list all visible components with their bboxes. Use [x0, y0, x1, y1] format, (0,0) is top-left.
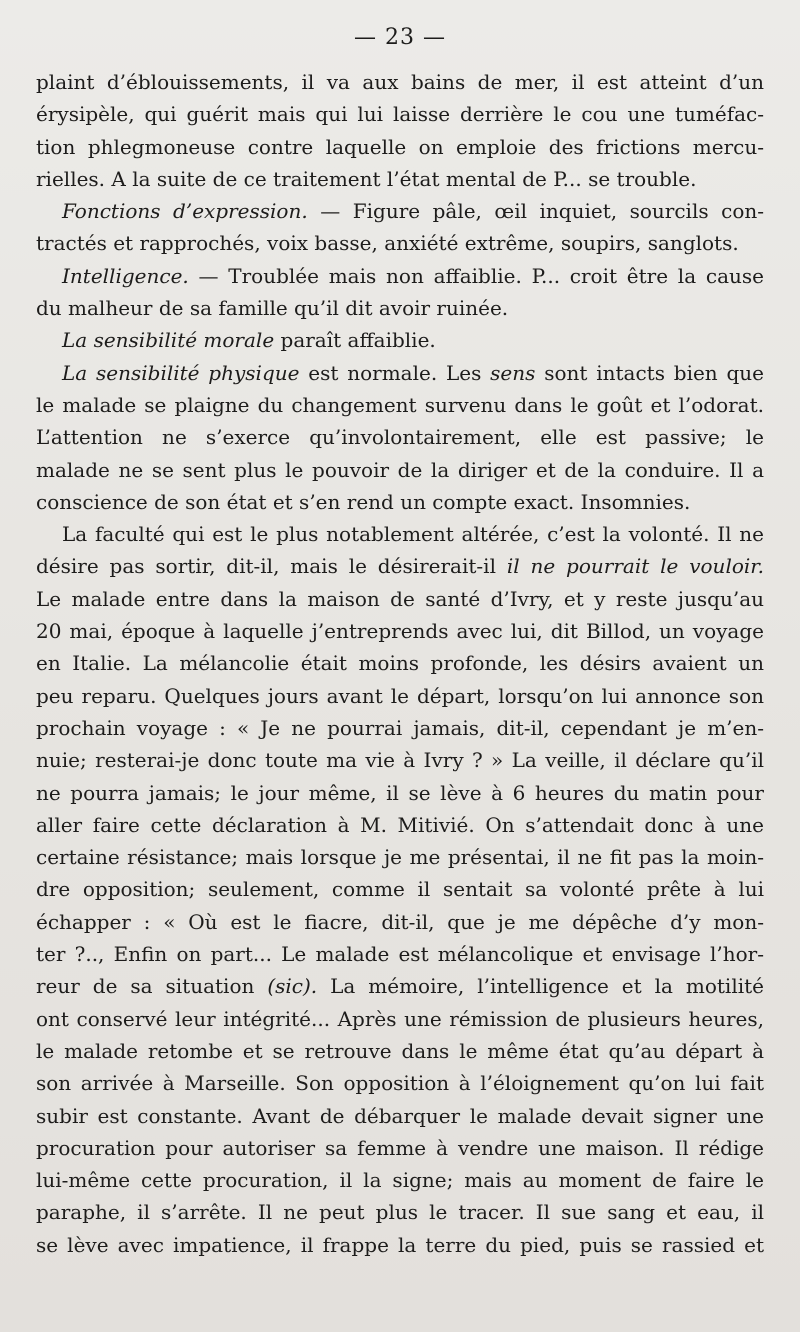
italic-text: Fonctions d’expression.: [62, 199, 308, 224]
text-segment: son arrivée à Marseille. Son opposition à l’éloignement qu’on lui fait: [36, 1071, 764, 1096]
text-segment: lui-même cette procuration, il la signe; mais au moment de faire le: [36, 1168, 764, 1193]
text-line: [36, 131, 764, 163]
text-line: [36, 1229, 764, 1261]
text-segment: malade ne se sent plus le pouvoir de la diriger et de la conduire. Il a: [36, 457, 764, 482]
text-segment: La mémoire, l’intelligence et la motilité: [317, 974, 764, 999]
text-line: [36, 227, 764, 259]
text-segment: plaint d’éblouissements, il va aux bains de mer, il est atteint d’un: [36, 70, 764, 94]
text-segment: procuration pour autoriser sa femme à vendre une maison. Il rédige: [36, 1135, 764, 1160]
text-segment: le malade retombe et se retrouve dans le même état qu’au départ à: [36, 1038, 764, 1063]
italic-text: La sensibilité morale: [62, 328, 275, 353]
text-line: [36, 454, 764, 486]
italic-text: Intelligence.: [62, 263, 189, 288]
text-segment: paraphe, il s’arrête. Il ne peut plus le tracer. Il sue sang et eau, il: [36, 1200, 764, 1225]
text-line: [36, 938, 764, 970]
text-segment: La faculté qui est le plus notablement altérée, c’est la volonté. Il ne: [62, 522, 764, 547]
text-segment: aller faire cette déclaration à M. Mitivié. On s’attendait donc à une: [36, 812, 764, 837]
text-line: [36, 777, 764, 809]
text-line: [36, 66, 764, 98]
text-line: [36, 647, 764, 679]
text-line: [36, 292, 764, 324]
text-segment: nuie; resterai-je donc toute ma vie à Ivry ? » La veille, il déclare qu’il: [36, 748, 764, 773]
text-segment: — Figure pâle, œil inquiet, sourcils con-: [307, 199, 764, 224]
text-segment: le malade se plaigne du changement survenu dans le goût et l’odorat.: [36, 392, 764, 417]
text-segment: L’attention ne s’exerce qu’involontairement, elle est passive; le: [36, 425, 764, 450]
text-segment: ne pourra jamais; le jour même, il se lève à 6 heures du matin pour: [36, 780, 764, 805]
text-segment: en Italie. La mélancolie était moins profonde, les désirs avaient un: [36, 651, 764, 676]
text-segment: se lève avec impatience, il frappe la terre du pied, puis se rassied et: [36, 1232, 764, 1257]
text-segment: sont intacts bien que: [535, 360, 764, 385]
text-segment: ont conservé leur intégrité... Après une rémission de plusieurs heures,: [36, 1006, 764, 1031]
text-line: [36, 163, 764, 195]
text-segment: tion phlegmoneuse contre laquelle on emploie des frictions mercu-: [36, 134, 764, 159]
text-segment: conscience de son état et s’en rend un compte exact. Insomnies.: [36, 489, 691, 514]
text-segment: certaine résistance; mais lorsque je me présentai, il ne fit pas la moin-: [36, 845, 764, 870]
text-line: [36, 1132, 764, 1164]
text-line: [36, 583, 764, 615]
text-segment: rielles. A la suite de ce traitement l’état mental de P... se trouble.: [36, 166, 697, 191]
italic-text: (sic).: [267, 974, 318, 999]
text-segment: tractés et rapprochés, voix basse, anxiété extrême, soupirs, sanglots.: [36, 231, 739, 256]
text-segment: dre opposition; seulement, comme il sentait sa volonté prête à lui: [36, 877, 764, 902]
text-segment: du malheur de sa famille qu’il dit avoir ruinée.: [36, 296, 509, 321]
text-line: [36, 260, 764, 292]
text-segment: est normale. Les: [299, 360, 491, 385]
text-line: [36, 195, 764, 227]
text-line: [36, 841, 764, 873]
text-segment: peu reparu. Quelques jours avant le départ, lorsqu’on lui annonce son: [36, 683, 764, 708]
text-segment: Le malade entre dans la maison de santé d’Ivry, et y reste jusqu’au: [36, 586, 764, 611]
text-line: [36, 324, 764, 356]
text-line: [36, 615, 764, 647]
text-line: [36, 906, 764, 938]
text-line: [36, 712, 764, 744]
text-line: [36, 389, 764, 421]
text-segment: prochain voyage : « Je ne pourrai jamais, dit-il, cependant je m’en-: [36, 715, 764, 740]
text-segment: érysipèle, qui guérit mais qui lui laisse derrière le cou une tuméfac-: [36, 102, 764, 127]
text-segment: 20 mai, époque à laquelle j’entreprends avec lui, dit Billod, un voyage: [36, 619, 764, 644]
text-line: [36, 809, 764, 841]
body-text: [36, 66, 764, 1261]
text-line: [36, 873, 764, 905]
text-segment: désire pas sortir, dit-il, mais le désirerait-il: [36, 554, 507, 579]
text-segment: subir est constante. Avant de débarquer le malade devait signer une: [36, 1103, 764, 1128]
text-line: [36, 1100, 764, 1132]
text-line: [36, 357, 764, 389]
text-segment: — Troublée mais non affaiblie. P... croit être la cause: [188, 263, 764, 288]
text-line: [36, 680, 764, 712]
text-segment: paraît affaiblie.: [274, 328, 436, 353]
italic-text: il ne pourrait le vouloir.: [506, 554, 764, 579]
page-number: — 23 —: [354, 25, 446, 50]
italic-text: La sensibilité physique: [62, 360, 300, 385]
italic-text: sens: [490, 360, 536, 385]
text-line: [36, 550, 764, 582]
text-segment: reur de sa situation: [36, 974, 268, 999]
text-line: [36, 1067, 764, 1099]
text-line: [36, 744, 764, 776]
text-line: [36, 1196, 764, 1228]
text-line: [36, 518, 764, 550]
text-line: [36, 1035, 764, 1067]
text-line: [36, 486, 764, 518]
text-line: [36, 421, 764, 453]
text-segment: ter ?.., Enfin on part... Le malade est mélancolique et envisage l’hor-: [36, 942, 764, 967]
text-line: [36, 970, 764, 1002]
text-line: [36, 1164, 764, 1196]
text-segment: échapper : « Où est le fiacre, dit-il, que je me dépêche d’y mon-: [36, 909, 764, 934]
text-line: [36, 98, 764, 130]
text-line: [36, 1003, 764, 1035]
